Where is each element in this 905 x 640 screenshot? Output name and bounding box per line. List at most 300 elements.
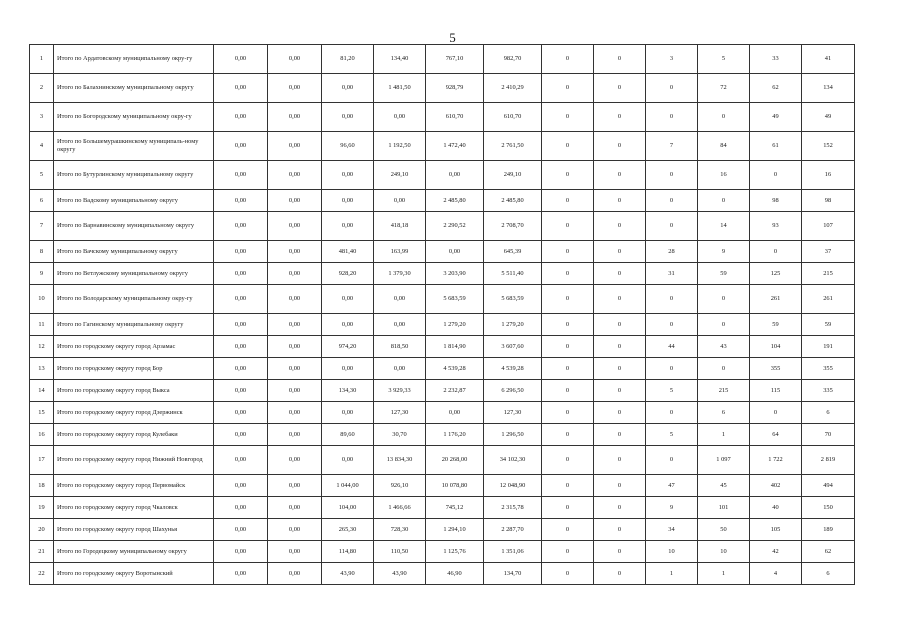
row-number-cell: 19: [30, 497, 54, 519]
value-cell-col-6: 982,70: [484, 45, 542, 74]
value-cell-col-7: 0: [542, 336, 594, 358]
value-cell-col-4: 0,00: [374, 190, 426, 212]
value-cell-col-6: 12 048,90: [484, 475, 542, 497]
table-row: [30, 45, 855, 74]
municipality-name-cell: Итого по городскому округу город Дзержинск: [54, 402, 214, 424]
table-row: [30, 263, 855, 285]
value-cell-col-12: 261: [802, 285, 855, 314]
value-cell-col-7: 0: [542, 161, 594, 190]
row-number-cell: 3: [30, 103, 54, 132]
value-cell-col-5: 0,00: [426, 161, 484, 190]
value-cell-col-1: 0,00: [214, 475, 268, 497]
value-cell-col-1: 0,00: [214, 241, 268, 263]
row-number-cell: 7: [30, 212, 54, 241]
value-cell-col-5: 3 203,90: [426, 263, 484, 285]
value-cell-col-12: 70: [802, 424, 855, 446]
value-cell-col-10: 0: [698, 190, 750, 212]
value-cell-col-7: 0: [542, 132, 594, 161]
value-cell-col-11: 0: [750, 402, 802, 424]
value-cell-col-8: 0: [594, 424, 646, 446]
value-cell-col-4: 1 379,30: [374, 263, 426, 285]
value-cell-col-11: 59: [750, 314, 802, 336]
value-cell-col-1: 0,00: [214, 541, 268, 563]
value-cell-col-9: 0: [646, 446, 698, 475]
value-cell-col-2: 0,00: [268, 475, 322, 497]
table-row: [30, 103, 855, 132]
value-cell-col-4: 134,40: [374, 45, 426, 74]
value-cell-col-4: 0,00: [374, 314, 426, 336]
value-cell-col-3: 0,00: [322, 402, 374, 424]
value-cell-col-11: 1 722: [750, 446, 802, 475]
value-cell-col-2: 0,00: [268, 190, 322, 212]
value-cell-col-4: 818,50: [374, 336, 426, 358]
value-cell-col-9: 34: [646, 519, 698, 541]
table-row: [30, 241, 855, 263]
value-cell-col-2: 0,00: [268, 402, 322, 424]
value-cell-col-6: 5 683,59: [484, 285, 542, 314]
value-cell-col-2: 0,00: [268, 424, 322, 446]
row-number-cell: 21: [30, 541, 54, 563]
value-cell-col-6: 134,70: [484, 563, 542, 585]
value-cell-col-7: 0: [542, 380, 594, 402]
value-cell-col-10: 59: [698, 263, 750, 285]
value-cell-col-10: 45: [698, 475, 750, 497]
row-number-cell: 17: [30, 446, 54, 475]
value-cell-col-7: 0: [542, 45, 594, 74]
value-cell-col-5: 46,90: [426, 563, 484, 585]
table-row: [30, 475, 855, 497]
value-cell-col-1: 0,00: [214, 161, 268, 190]
value-cell-col-12: 355: [802, 358, 855, 380]
row-number-cell: 9: [30, 263, 54, 285]
municipality-name-cell: Итого по Вадскому муниципальному округу: [54, 190, 214, 212]
value-cell-col-6: 1 279,20: [484, 314, 542, 336]
value-cell-col-5: 2 232,87: [426, 380, 484, 402]
value-cell-col-6: 4 539,28: [484, 358, 542, 380]
value-cell-col-8: 0: [594, 190, 646, 212]
value-cell-col-2: 0,00: [268, 241, 322, 263]
value-cell-col-6: 2 287,70: [484, 519, 542, 541]
value-cell-col-12: 134: [802, 74, 855, 103]
table-row: [30, 285, 855, 314]
value-cell-col-9: 0: [646, 103, 698, 132]
value-cell-col-4: 110,50: [374, 541, 426, 563]
table-row: [30, 161, 855, 190]
row-number-cell: 12: [30, 336, 54, 358]
value-cell-col-3: 0,00: [322, 358, 374, 380]
row-number-cell: 4: [30, 132, 54, 161]
value-cell-col-8: 0: [594, 336, 646, 358]
value-cell-col-10: 1: [698, 424, 750, 446]
municipality-name-cell: Итого по городскому округу город Бор: [54, 358, 214, 380]
value-cell-col-11: 261: [750, 285, 802, 314]
value-cell-col-1: 0,00: [214, 285, 268, 314]
value-cell-col-12: 16: [802, 161, 855, 190]
value-cell-col-1: 0,00: [214, 263, 268, 285]
value-cell-col-5: 1 294,10: [426, 519, 484, 541]
value-cell-col-10: 101: [698, 497, 750, 519]
table-row: [30, 541, 855, 563]
value-cell-col-11: 125: [750, 263, 802, 285]
value-cell-col-7: 0: [542, 190, 594, 212]
value-cell-col-7: 0: [542, 314, 594, 336]
value-cell-col-3: 265,30: [322, 519, 374, 541]
row-number-cell: 5: [30, 161, 54, 190]
value-cell-col-5: 767,10: [426, 45, 484, 74]
municipality-name-cell: Итого по Гагинскому муниципальному округу: [54, 314, 214, 336]
value-cell-col-11: 402: [750, 475, 802, 497]
value-cell-col-10: 1: [698, 563, 750, 585]
value-cell-col-12: 37: [802, 241, 855, 263]
value-cell-col-7: 0: [542, 446, 594, 475]
value-cell-col-10: 0: [698, 285, 750, 314]
value-cell-col-6: 2 485,80: [484, 190, 542, 212]
value-cell-col-8: 0: [594, 402, 646, 424]
value-cell-col-9: 0: [646, 212, 698, 241]
value-cell-col-7: 0: [542, 263, 594, 285]
value-cell-col-9: 5: [646, 380, 698, 402]
value-cell-col-1: 0,00: [214, 132, 268, 161]
row-number-cell: 6: [30, 190, 54, 212]
value-cell-col-1: 0,00: [214, 402, 268, 424]
value-cell-col-4: 43,90: [374, 563, 426, 585]
value-cell-col-7: 0: [542, 402, 594, 424]
municipality-name-cell: Итого по Богородскому муниципальному окру-гу: [54, 103, 214, 132]
value-cell-col-8: 0: [594, 45, 646, 74]
value-cell-col-7: 0: [542, 285, 594, 314]
value-cell-col-7: 0: [542, 541, 594, 563]
row-number-cell: 20: [30, 519, 54, 541]
value-cell-col-3: 114,80: [322, 541, 374, 563]
municipality-name-cell: Итого по городскому округу город Первомайск: [54, 475, 214, 497]
municipality-name-cell: Итого по городскому округу город Чкаловск: [54, 497, 214, 519]
value-cell-col-2: 0,00: [268, 380, 322, 402]
value-cell-col-1: 0,00: [214, 358, 268, 380]
municipal-totals-table: [29, 44, 855, 585]
table-row: [30, 563, 855, 585]
value-cell-col-9: 0: [646, 74, 698, 103]
value-cell-col-5: 1 279,20: [426, 314, 484, 336]
value-cell-col-5: 1 176,20: [426, 424, 484, 446]
value-cell-col-6: 249,10: [484, 161, 542, 190]
value-cell-col-5: 1 814,90: [426, 336, 484, 358]
value-cell-col-3: 96,60: [322, 132, 374, 161]
municipality-name-cell: Итого по Большемурашкинскому муниципаль-ному округу: [54, 132, 214, 161]
value-cell-col-9: 1: [646, 563, 698, 585]
value-cell-col-11: 355: [750, 358, 802, 380]
municipality-name-cell: Итого по городскому округу Воротынский: [54, 563, 214, 585]
municipality-name-cell: Итого по Балахнинскому муниципальному округу: [54, 74, 214, 103]
value-cell-col-12: 191: [802, 336, 855, 358]
value-cell-col-11: 40: [750, 497, 802, 519]
value-cell-col-9: 28: [646, 241, 698, 263]
value-cell-col-10: 1 097: [698, 446, 750, 475]
value-cell-col-1: 0,00: [214, 212, 268, 241]
value-cell-col-4: 163,99: [374, 241, 426, 263]
municipality-name-cell: Итого по городскому округу город Арзамас: [54, 336, 214, 358]
value-cell-col-1: 0,00: [214, 380, 268, 402]
municipality-name-cell: Итого по городскому округу город Шахунья: [54, 519, 214, 541]
value-cell-col-9: 7: [646, 132, 698, 161]
value-cell-col-12: 41: [802, 45, 855, 74]
row-number-cell: 22: [30, 563, 54, 585]
value-cell-col-3: 0,00: [322, 212, 374, 241]
table-row: [30, 380, 855, 402]
value-cell-col-9: 0: [646, 358, 698, 380]
value-cell-col-6: 3 607,60: [484, 336, 542, 358]
value-cell-col-12: 62: [802, 541, 855, 563]
value-cell-col-9: 0: [646, 314, 698, 336]
value-cell-col-10: 0: [698, 314, 750, 336]
value-cell-col-1: 0,00: [214, 424, 268, 446]
value-cell-col-4: 0,00: [374, 358, 426, 380]
municipality-name-cell: Итого по городскому округу город Кулебаки: [54, 424, 214, 446]
municipality-name-cell: Итого по городскому округу город Выкса: [54, 380, 214, 402]
value-cell-col-10: 5: [698, 45, 750, 74]
page-number: 5: [449, 30, 456, 45]
value-cell-col-9: 0: [646, 190, 698, 212]
value-cell-col-3: 0,00: [322, 285, 374, 314]
table-row: [30, 446, 855, 475]
value-cell-col-10: 16: [698, 161, 750, 190]
municipality-name-cell: Итого по Бутурлинскому муниципальному округу: [54, 161, 214, 190]
value-cell-col-8: 0: [594, 132, 646, 161]
value-cell-col-4: 728,30: [374, 519, 426, 541]
value-cell-col-8: 0: [594, 74, 646, 103]
row-number-cell: 18: [30, 475, 54, 497]
value-cell-col-3: 104,00: [322, 497, 374, 519]
value-cell-col-2: 0,00: [268, 132, 322, 161]
value-cell-col-5: 4 539,28: [426, 358, 484, 380]
value-cell-col-12: 335: [802, 380, 855, 402]
value-cell-col-11: 61: [750, 132, 802, 161]
value-cell-col-8: 0: [594, 475, 646, 497]
value-cell-col-9: 5: [646, 424, 698, 446]
value-cell-col-8: 0: [594, 380, 646, 402]
table-row: [30, 358, 855, 380]
value-cell-col-4: 1 466,66: [374, 497, 426, 519]
municipality-name-cell: Итого по Варнавинскому муниципальному округу: [54, 212, 214, 241]
value-cell-col-6: 127,30: [484, 402, 542, 424]
value-cell-col-10: 72: [698, 74, 750, 103]
value-cell-col-1: 0,00: [214, 446, 268, 475]
row-number-cell: 1: [30, 45, 54, 74]
value-cell-col-2: 0,00: [268, 161, 322, 190]
value-cell-col-3: 1 044,00: [322, 475, 374, 497]
value-cell-col-9: 47: [646, 475, 698, 497]
value-cell-col-5: 20 268,00: [426, 446, 484, 475]
value-cell-col-11: 105: [750, 519, 802, 541]
value-cell-col-4: 3 929,33: [374, 380, 426, 402]
value-cell-col-11: 49: [750, 103, 802, 132]
table-row: [30, 336, 855, 358]
value-cell-col-12: 59: [802, 314, 855, 336]
value-cell-col-4: 127,30: [374, 402, 426, 424]
table-row: [30, 314, 855, 336]
row-number-cell: 10: [30, 285, 54, 314]
value-cell-col-12: 2 819: [802, 446, 855, 475]
value-cell-col-4: 926,10: [374, 475, 426, 497]
row-number-cell: 16: [30, 424, 54, 446]
value-cell-col-4: 13 834,30: [374, 446, 426, 475]
value-cell-col-6: 2 315,78: [484, 497, 542, 519]
value-cell-col-2: 0,00: [268, 74, 322, 103]
value-cell-col-5: 5 683,59: [426, 285, 484, 314]
value-cell-col-3: 0,00: [322, 103, 374, 132]
value-cell-col-8: 0: [594, 212, 646, 241]
value-cell-col-12: 6: [802, 402, 855, 424]
table-row: [30, 190, 855, 212]
value-cell-col-5: 745,12: [426, 497, 484, 519]
value-cell-col-3: 974,20: [322, 336, 374, 358]
value-cell-col-5: 2 290,52: [426, 212, 484, 241]
value-cell-col-11: 115: [750, 380, 802, 402]
value-cell-col-6: 1 351,06: [484, 541, 542, 563]
value-cell-col-10: 14: [698, 212, 750, 241]
table-body: [30, 45, 855, 585]
value-cell-col-1: 0,00: [214, 497, 268, 519]
value-cell-col-2: 0,00: [268, 541, 322, 563]
value-cell-col-10: 10: [698, 541, 750, 563]
value-cell-col-5: 1 472,40: [426, 132, 484, 161]
value-cell-col-3: 481,40: [322, 241, 374, 263]
value-cell-col-6: 645,39: [484, 241, 542, 263]
value-cell-col-9: 3: [646, 45, 698, 74]
value-cell-col-6: 1 296,50: [484, 424, 542, 446]
row-number-cell: 8: [30, 241, 54, 263]
value-cell-col-1: 0,00: [214, 563, 268, 585]
value-cell-col-6: 2 708,70: [484, 212, 542, 241]
value-cell-col-2: 0,00: [268, 314, 322, 336]
value-cell-col-3: 0,00: [322, 190, 374, 212]
value-cell-col-12: 215: [802, 263, 855, 285]
value-cell-col-3: 0,00: [322, 314, 374, 336]
value-cell-col-2: 0,00: [268, 103, 322, 132]
value-cell-col-2: 0,00: [268, 497, 322, 519]
value-cell-col-11: 62: [750, 74, 802, 103]
value-cell-col-1: 0,00: [214, 103, 268, 132]
value-cell-col-10: 215: [698, 380, 750, 402]
value-cell-col-7: 0: [542, 519, 594, 541]
value-cell-col-8: 0: [594, 563, 646, 585]
value-cell-col-3: 134,30: [322, 380, 374, 402]
value-cell-col-2: 0,00: [268, 263, 322, 285]
value-cell-col-10: 50: [698, 519, 750, 541]
value-cell-col-6: 610,70: [484, 103, 542, 132]
value-cell-col-7: 0: [542, 103, 594, 132]
value-cell-col-8: 0: [594, 161, 646, 190]
value-cell-col-1: 0,00: [214, 74, 268, 103]
value-cell-col-8: 0: [594, 103, 646, 132]
value-cell-col-2: 0,00: [268, 563, 322, 585]
value-cell-col-8: 0: [594, 285, 646, 314]
row-number-cell: 15: [30, 402, 54, 424]
value-cell-col-9: 10: [646, 541, 698, 563]
value-cell-col-10: 43: [698, 336, 750, 358]
value-cell-col-9: 44: [646, 336, 698, 358]
table-row: [30, 402, 855, 424]
value-cell-col-4: 1 481,50: [374, 74, 426, 103]
value-cell-col-7: 0: [542, 563, 594, 585]
value-cell-col-10: 9: [698, 241, 750, 263]
value-cell-col-1: 0,00: [214, 314, 268, 336]
value-cell-col-11: 93: [750, 212, 802, 241]
value-cell-col-6: 5 511,40: [484, 263, 542, 285]
value-cell-col-2: 0,00: [268, 45, 322, 74]
value-cell-col-8: 0: [594, 497, 646, 519]
municipality-name-cell: Итого по Ардатовскому муниципальному окру-гу: [54, 45, 214, 74]
table-row: [30, 519, 855, 541]
value-cell-col-2: 0,00: [268, 336, 322, 358]
value-cell-col-8: 0: [594, 241, 646, 263]
value-cell-col-3: 43,90: [322, 563, 374, 585]
row-number-cell: 11: [30, 314, 54, 336]
value-cell-col-11: 64: [750, 424, 802, 446]
value-cell-col-2: 0,00: [268, 358, 322, 380]
municipality-name-cell: Итого по Вачскому муниципальному округу: [54, 241, 214, 263]
value-cell-col-5: 10 078,80: [426, 475, 484, 497]
value-cell-col-12: 49: [802, 103, 855, 132]
value-cell-col-2: 0,00: [268, 212, 322, 241]
value-cell-col-1: 0,00: [214, 336, 268, 358]
value-cell-col-12: 107: [802, 212, 855, 241]
value-cell-col-11: 104: [750, 336, 802, 358]
value-cell-col-4: 418,18: [374, 212, 426, 241]
value-cell-col-9: 9: [646, 497, 698, 519]
value-cell-col-11: 4: [750, 563, 802, 585]
value-cell-col-4: 1 192,50: [374, 132, 426, 161]
value-cell-col-3: 0,00: [322, 161, 374, 190]
value-cell-col-2: 0,00: [268, 519, 322, 541]
value-cell-col-4: 249,10: [374, 161, 426, 190]
municipality-name-cell: Итого по Городецкому муниципальному округу: [54, 541, 214, 563]
value-cell-col-5: 610,70: [426, 103, 484, 132]
table-row: [30, 424, 855, 446]
value-cell-col-8: 0: [594, 263, 646, 285]
value-cell-col-8: 0: [594, 541, 646, 563]
value-cell-col-5: 0,00: [426, 402, 484, 424]
value-cell-col-12: 189: [802, 519, 855, 541]
table-row: [30, 497, 855, 519]
value-cell-col-5: 1 125,76: [426, 541, 484, 563]
value-cell-col-12: 152: [802, 132, 855, 161]
value-cell-col-6: 6 296,50: [484, 380, 542, 402]
value-cell-col-1: 0,00: [214, 519, 268, 541]
value-cell-col-5: 2 485,80: [426, 190, 484, 212]
value-cell-col-9: 0: [646, 161, 698, 190]
value-cell-col-11: 0: [750, 161, 802, 190]
value-cell-col-7: 0: [542, 424, 594, 446]
value-cell-col-9: 0: [646, 402, 698, 424]
value-cell-col-12: 150: [802, 497, 855, 519]
value-cell-col-8: 0: [594, 314, 646, 336]
value-cell-col-8: 0: [594, 519, 646, 541]
row-number-cell: 13: [30, 358, 54, 380]
municipality-name-cell: Итого по Ветлужскому муниципальному округу: [54, 263, 214, 285]
value-cell-col-6: 34 102,30: [484, 446, 542, 475]
municipality-name-cell: Итого по городскому округу город Нижний Новгород: [54, 446, 214, 475]
value-cell-col-8: 0: [594, 446, 646, 475]
value-cell-col-3: 0,00: [322, 446, 374, 475]
value-cell-col-6: 2 410,29: [484, 74, 542, 103]
value-cell-col-10: 6: [698, 402, 750, 424]
value-cell-col-3: 81,20: [322, 45, 374, 74]
row-number-cell: 14: [30, 380, 54, 402]
row-number-cell: 2: [30, 74, 54, 103]
value-cell-col-11: 98: [750, 190, 802, 212]
value-cell-col-7: 0: [542, 212, 594, 241]
value-cell-col-11: 42: [750, 541, 802, 563]
